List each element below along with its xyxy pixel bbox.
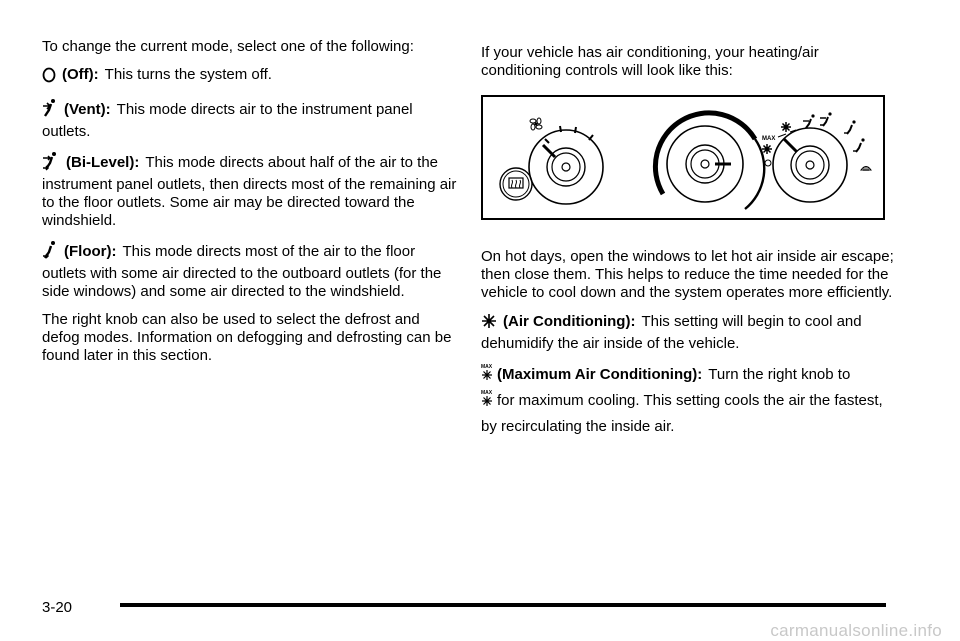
right-column-body <box>481 248 901 449</box>
max-ac-icon <box>481 389 493 415</box>
mode-bi-level <box>42 151 457 230</box>
mode-bi-level-text: This mode directs about half of the air to the instrument panel outlets, then directs most of the remaining air to the floor outlets. Some air may be directed toward the windshield. <box>42 154 457 229</box>
svg-text:MAX: MAX <box>481 364 493 370</box>
mode-bi-level-label: (Bi-Level): <box>66 154 140 171</box>
mode-floor-label: (Floor): <box>64 243 117 260</box>
max-label: MAX <box>762 136 776 142</box>
mode-closing: The right knob can also be used to select the defrost and defog modes. Information on defogging and defrosting can be found later in this section. <box>42 311 452 364</box>
defrost-icon <box>861 166 871 171</box>
svg-text:MAX: MAX <box>481 390 493 396</box>
fan-icon <box>530 118 542 130</box>
mode-floor-text: This mode directs most of the air to the floor outlets with some air directed to the outboard outlets (for the side windows) and some air directed to the windshield. <box>42 243 442 300</box>
bi-level-mode-icon <box>42 151 60 176</box>
ac-text: This setting will begin to cool and dehumidify the air inside of the vehicle. <box>481 313 862 352</box>
watermark: carmanualsonline.info <box>770 621 942 640</box>
snowflake-icon <box>762 144 772 154</box>
mode-off <box>42 66 457 88</box>
floor-mode-icon <box>844 120 856 134</box>
max-ac-icon <box>481 363 493 389</box>
vent-mode-icon <box>803 114 815 128</box>
mode-max-ac <box>481 363 901 439</box>
mode-floor <box>42 240 457 301</box>
rear-defrost-icon <box>500 168 532 200</box>
snowflake-icon <box>481 312 497 335</box>
mode-off-label: (Off): <box>62 66 99 83</box>
floor-mode-icon <box>853 138 865 152</box>
page-number: 3-20 <box>42 599 73 616</box>
ac-intro: If your vehicle has air conditioning, your heating/air conditioning controls will look like this: <box>481 44 819 79</box>
floor-mode-icon <box>42 240 58 265</box>
vent-mode-icon <box>42 98 58 123</box>
max-ac-text-b: for maximum cooling. This setting cools the air the fastest, by recirculating the inside air. <box>481 392 883 435</box>
climate-control-panel-illustration <box>481 95 885 220</box>
mode-off-text: This turns the system off. <box>104 66 272 83</box>
mode-intro: To change the current mode, select one of the following: <box>42 38 414 55</box>
mode-air-conditioning <box>481 312 901 353</box>
right-column <box>481 44 901 80</box>
mode-vent <box>42 98 457 141</box>
footer-rule <box>120 603 886 607</box>
mode-vent-label: (Vent): <box>64 101 111 118</box>
snowflake-icon <box>781 122 791 132</box>
off-circle-icon <box>42 67 56 88</box>
bi-level-mode-icon <box>820 112 832 126</box>
hot-days-text: On hot days, open the windows to let hot air inside air escape; then close them. This helps to reduce the time needed for the vehicle to cool down and the system operates more efficiently. <box>481 248 894 301</box>
mode-vent-text: This mode directs air to the instrument panel outlets. <box>42 101 413 140</box>
max-ac-text-a: Turn the right knob to <box>708 366 851 383</box>
max-ac-label: (Maximum Air Conditioning): <box>497 366 703 383</box>
left-column <box>42 38 457 375</box>
ac-label: (Air Conditioning): <box>503 313 636 330</box>
